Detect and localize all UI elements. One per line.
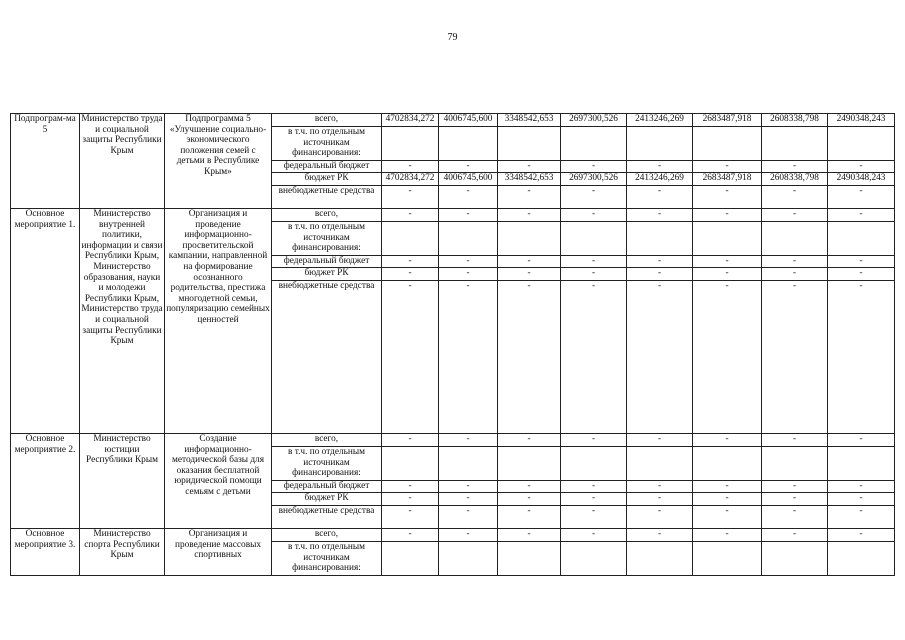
value-cell: -: [561, 481, 627, 493]
measure-title-cell: [165, 114, 272, 209]
value-cell: 2608338,798: [762, 173, 828, 186]
value-cell: -: [627, 506, 693, 529]
value-cell: [561, 542, 627, 576]
value-cell: -: [762, 481, 828, 493]
value-cell: [828, 447, 895, 481]
value-cell: [693, 447, 762, 481]
value-cell: -: [627, 186, 693, 209]
executor-text: Министерство юстиции Республики Крым: [86, 434, 158, 466]
value-cell: -: [382, 209, 439, 222]
value-cell: -: [828, 506, 895, 529]
value-cell: -: [498, 161, 561, 173]
funding-source-cell: всего,: [272, 434, 382, 447]
measure-title-cell: [165, 529, 272, 576]
value-cell: -: [627, 281, 693, 434]
value-cell: [762, 127, 828, 161]
value-cell: [627, 127, 693, 161]
measure-title-cell: [165, 209, 272, 434]
executor-text: Министерство внутренней политики, информации и связи Республики Крым, Министерство образования, науки и молодежи Республики Крым, Министерство труда и социальной защиты Республики Крым: [81, 209, 163, 347]
value-cell: [627, 222, 693, 256]
value-cell: -: [762, 256, 828, 268]
value-cell: -: [561, 256, 627, 268]
value-cell: -: [762, 529, 828, 542]
value-cell: -: [693, 268, 762, 281]
value-cell: -: [561, 529, 627, 542]
section-name-text: Основное мероприятие 1.: [14, 209, 76, 230]
value-cell: 2697300,526: [561, 173, 627, 186]
executor-cell: [80, 434, 165, 529]
value-cell: [439, 542, 498, 576]
value-cell: 4702834,272: [382, 173, 439, 186]
table-row: [11, 114, 895, 127]
value-cell: -: [693, 161, 762, 173]
section-name-cell: [11, 529, 80, 576]
value-cell: -: [439, 161, 498, 173]
value-cell: -: [498, 209, 561, 222]
value-cell: -: [828, 281, 895, 434]
value-cell: -: [382, 161, 439, 173]
value-cell: 2683487,918: [693, 114, 762, 127]
value-cell: [762, 447, 828, 481]
value-cell: -: [382, 481, 439, 493]
section-name-cell: [11, 209, 80, 434]
value-cell: [439, 447, 498, 481]
value-cell: -: [382, 529, 439, 542]
value-cell: -: [498, 281, 561, 434]
value-cell: -: [828, 493, 895, 506]
value-cell: -: [561, 209, 627, 222]
value-cell: -: [693, 256, 762, 268]
budget-table: [10, 113, 895, 576]
value-cell: -: [828, 268, 895, 281]
value-cell: [561, 447, 627, 481]
value-cell: [693, 222, 762, 256]
value-cell: [382, 447, 439, 481]
value-cell: [382, 127, 439, 161]
value-cell: -: [561, 281, 627, 434]
value-cell: -: [693, 493, 762, 506]
funding-source-cell: всего,: [272, 114, 382, 127]
value-cell: -: [762, 281, 828, 434]
value-cell: [627, 447, 693, 481]
value-cell: -: [762, 493, 828, 506]
value-cell: 4006745,600: [439, 114, 498, 127]
value-cell: [439, 127, 498, 161]
value-cell: -: [627, 481, 693, 493]
value-cell: -: [498, 493, 561, 506]
value-cell: [762, 222, 828, 256]
section-name-text: Подпрограм-ма 5: [14, 114, 76, 135]
value-cell: -: [498, 529, 561, 542]
section-name-cell: [11, 434, 80, 529]
value-cell: [828, 127, 895, 161]
value-cell: -: [762, 209, 828, 222]
value-cell: -: [382, 268, 439, 281]
funding-source-cell: в т.ч. по отдельным источникам финансирования:: [272, 127, 382, 161]
value-cell: -: [828, 529, 895, 542]
value-cell: -: [498, 481, 561, 493]
table-row: [11, 434, 895, 447]
value-cell: [762, 542, 828, 576]
value-cell: -: [693, 186, 762, 209]
value-cell: [693, 127, 762, 161]
value-cell: -: [627, 268, 693, 281]
value-cell: -: [439, 506, 498, 529]
value-cell: 4702834,272: [382, 114, 439, 127]
value-cell: -: [762, 161, 828, 173]
value-cell: [439, 222, 498, 256]
value-cell: -: [382, 434, 439, 447]
value-cell: [828, 542, 895, 576]
value-cell: 2608338,798: [762, 114, 828, 127]
value-cell: [498, 447, 561, 481]
value-cell: -: [627, 529, 693, 542]
funding-source-cell: федеральный бюджет: [272, 481, 382, 493]
section-name-text: Основное мероприятие 2.: [14, 434, 76, 455]
value-cell: -: [439, 186, 498, 209]
value-cell: -: [382, 256, 439, 268]
funding-source-cell: бюджет РК: [272, 173, 382, 186]
value-cell: -: [439, 434, 498, 447]
value-cell: -: [561, 493, 627, 506]
section-name-text: Основное мероприятие 3.: [14, 529, 76, 550]
value-cell: 4006745,600: [439, 173, 498, 186]
value-cell: -: [498, 506, 561, 529]
funding-source-cell: всего,: [272, 209, 382, 222]
funding-source-cell: бюджет РК: [272, 493, 382, 506]
value-cell: [627, 542, 693, 576]
value-cell: [498, 127, 561, 161]
funding-source-cell: в т.ч. по отдельным источникам финансирования:: [272, 222, 382, 256]
value-cell: -: [561, 161, 627, 173]
value-cell: -: [382, 281, 439, 434]
value-cell: -: [627, 209, 693, 222]
funding-source-cell: внебюджетные средства: [272, 281, 382, 434]
table-row: [11, 529, 895, 542]
table-row: [11, 209, 895, 222]
funding-source-cell: в т.ч. по отдельным источникам финансирования:: [272, 447, 382, 481]
value-cell: -: [828, 186, 895, 209]
value-cell: -: [439, 281, 498, 434]
measure-title-text: Организация и проведение информационно-просветительской кампании, направленной на формирование осознанного родительства, престижа многодетной семьи, популяризацию семейных ценностей: [166, 209, 270, 325]
value-cell: 2413246,269: [627, 114, 693, 127]
value-cell: -: [561, 186, 627, 209]
value-cell: -: [498, 268, 561, 281]
value-cell: -: [828, 256, 895, 268]
value-cell: -: [382, 493, 439, 506]
value-cell: -: [439, 256, 498, 268]
executor-cell: [80, 529, 165, 576]
funding-source-cell: бюджет РК: [272, 268, 382, 281]
value-cell: -: [762, 434, 828, 447]
value-cell: -: [762, 186, 828, 209]
value-cell: -: [561, 434, 627, 447]
value-cell: -: [828, 434, 895, 447]
section-name-cell: [11, 114, 80, 209]
value-cell: -: [627, 493, 693, 506]
value-cell: -: [439, 529, 498, 542]
measure-title-text: Организация и проведение массовых спортивных: [174, 529, 261, 561]
value-cell: -: [693, 481, 762, 493]
value-cell: [561, 222, 627, 256]
funding-source-cell: федеральный бюджет: [272, 256, 382, 268]
value-cell: [498, 222, 561, 256]
value-cell: -: [693, 506, 762, 529]
value-cell: -: [828, 481, 895, 493]
measure-title-text: Создание информационно-методической базы для оказания бесплатной юридической помощи семьям с детьми: [172, 434, 264, 497]
value-cell: 2490348,243: [828, 114, 895, 127]
value-cell: 2413246,269: [627, 173, 693, 186]
funding-source-cell: всего,: [272, 529, 382, 542]
value-cell: [382, 222, 439, 256]
executor-cell: [80, 209, 165, 434]
value-cell: -: [498, 256, 561, 268]
value-cell: -: [828, 161, 895, 173]
value-cell: -: [627, 161, 693, 173]
value-cell: [382, 542, 439, 576]
value-cell: -: [561, 268, 627, 281]
page-number: 79: [447, 32, 458, 43]
value-cell: -: [498, 434, 561, 447]
value-cell: -: [693, 434, 762, 447]
value-cell: -: [693, 529, 762, 542]
value-cell: -: [627, 434, 693, 447]
funding-source-cell: в т.ч. по отдельным источникам финансирования:: [272, 542, 382, 576]
value-cell: [693, 542, 762, 576]
value-cell: -: [762, 506, 828, 529]
value-cell: -: [382, 506, 439, 529]
funding-source-cell: внебюджетные средства: [272, 506, 382, 529]
value-cell: -: [561, 506, 627, 529]
value-cell: 3348542,653: [498, 173, 561, 186]
value-cell: -: [693, 281, 762, 434]
executor-cell: [80, 114, 165, 209]
executor-text: Министерство труда и социальной защиты Республики Крым: [81, 114, 163, 156]
funding-source-cell: федеральный бюджет: [272, 161, 382, 173]
value-cell: [561, 127, 627, 161]
value-cell: -: [498, 186, 561, 209]
value-cell: 3348542,653: [498, 114, 561, 127]
value-cell: -: [828, 209, 895, 222]
measure-title-cell: [165, 434, 272, 529]
value-cell: -: [439, 493, 498, 506]
value-cell: -: [627, 256, 693, 268]
value-cell: -: [439, 209, 498, 222]
executor-text: Министерство спорта Республики Крым: [84, 529, 160, 561]
measure-title-text: Подпрограмма 5 «Улучшение социально-экономического положения семей с детьми в Республике Крым»: [169, 114, 267, 177]
value-cell: -: [439, 481, 498, 493]
value-cell: 2490348,243: [828, 173, 895, 186]
value-cell: -: [382, 186, 439, 209]
value-cell: -: [439, 268, 498, 281]
value-cell: [828, 222, 895, 256]
value-cell: 2697300,526: [561, 114, 627, 127]
value-cell: [498, 542, 561, 576]
value-cell: -: [762, 268, 828, 281]
value-cell: 2683487,918: [693, 173, 762, 186]
funding-source-cell: внебюджетные средства: [272, 186, 382, 209]
value-cell: -: [693, 209, 762, 222]
